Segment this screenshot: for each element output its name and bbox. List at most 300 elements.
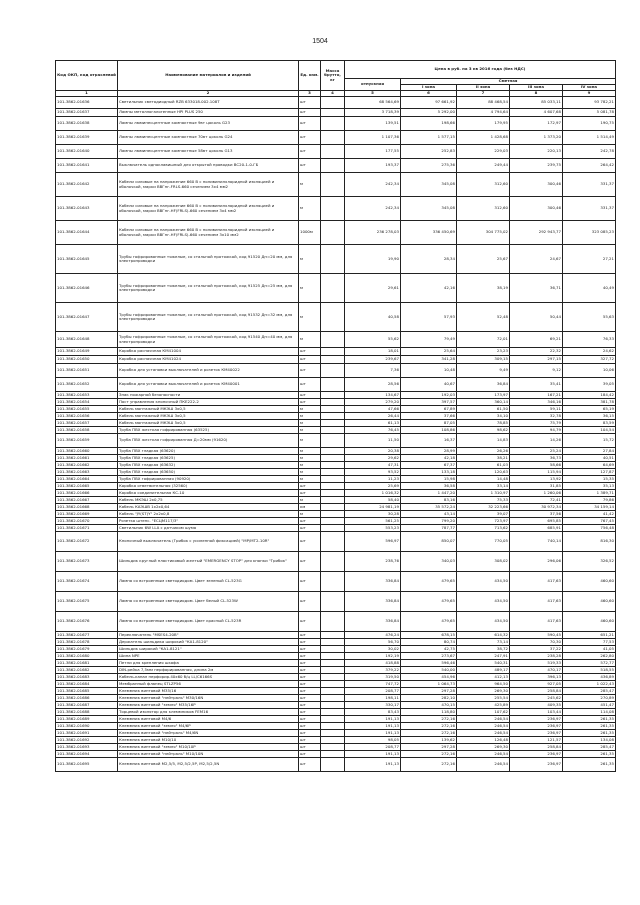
- zone-2-price: 32 223,66: [457, 504, 510, 511]
- zone-4-price: 261,35: [563, 758, 616, 772]
- zone-1-price: 87,05: [401, 420, 457, 427]
- zone-2-price: 38,21: [457, 455, 510, 462]
- zone-3-price: 14,26: [510, 434, 563, 448]
- zone-2-price: 304 775,02: [457, 221, 510, 245]
- zone-2-price: 78,85: [457, 420, 510, 427]
- zone-1-price: 42,75: [401, 646, 457, 653]
- gross-mass: [321, 737, 345, 744]
- zone-2-price: 246,54: [457, 716, 510, 723]
- unit-of-measure: м: [299, 274, 321, 303]
- gross-mass: [321, 364, 345, 378]
- zone-3-price: 417,63: [510, 572, 563, 592]
- unit-of-measure: м: [299, 420, 321, 427]
- zone-4-price: 264,42: [563, 159, 616, 173]
- table-row: [56, 378, 616, 392]
- release-price: 191,13: [345, 751, 401, 758]
- table-row: [56, 420, 616, 427]
- header-code: Код ОКП, код отраслевой: [56, 61, 118, 91]
- gross-mass: [321, 413, 345, 420]
- gross-mass: [321, 674, 345, 681]
- zone-3-price: 470,17: [510, 667, 563, 674]
- zone-3-price: 70,30: [510, 639, 563, 646]
- release-price: 29,61: [345, 274, 401, 303]
- zone-3-price: 36,71: [510, 274, 563, 303]
- gross-mass: [321, 455, 345, 462]
- zone-4-price: 262,80: [563, 653, 616, 660]
- table-row: [56, 117, 616, 131]
- product-code: 101-3862-01676: [56, 612, 118, 632]
- unit-of-measure: шт: [299, 646, 321, 653]
- table-row: [56, 702, 616, 709]
- product-code: 101-3862-01673: [56, 552, 118, 572]
- gross-mass: [321, 525, 345, 532]
- product-code: 101-3862-01674: [56, 572, 118, 592]
- product-code: 101-3862-01646: [56, 274, 118, 303]
- zone-4-price: 756,48: [563, 525, 616, 532]
- zone-3-price: 238,28: [510, 653, 563, 660]
- gross-mass: [321, 434, 345, 448]
- product-code: 101-3862-01656: [56, 413, 118, 420]
- release-price: 330,17: [345, 702, 401, 709]
- release-price: 553,23: [345, 525, 401, 532]
- zone-4-price: 134,08: [563, 737, 616, 744]
- zone-4-price: 261,35: [563, 751, 616, 758]
- table-row: [56, 274, 616, 303]
- table-row: [56, 469, 616, 476]
- product-code: 101-3862-01663: [56, 469, 118, 476]
- release-price: 336,84: [345, 612, 401, 632]
- zone-1-price: 83,16: [401, 497, 457, 504]
- product-name: Светильник светодиодный RZB 633018.002.108Т: [118, 97, 299, 109]
- unit-of-measure: м: [299, 497, 321, 504]
- product-name: Кнопочный выключатель (Грибок с усиленной фиксацией) "МР/МТ2-10R": [118, 532, 299, 552]
- zone-2-price: 14,48: [457, 476, 510, 483]
- zone-2-price: 107,62: [457, 709, 510, 716]
- table-row: [56, 639, 616, 646]
- unit-of-measure: шт: [299, 97, 321, 109]
- unit-of-measure: шт: [299, 716, 321, 723]
- zone-1-price: 36,58: [401, 483, 457, 490]
- table-row: [56, 525, 616, 532]
- zone-2-price: 249,44: [457, 159, 510, 173]
- header-estimate-price: Сметная: [401, 79, 616, 85]
- zone-3-price: 13,92: [510, 476, 563, 483]
- zone-2-price: 312,60: [457, 197, 510, 221]
- zone-2-price: 246,54: [457, 758, 510, 772]
- unit-of-measure: шт: [299, 356, 321, 364]
- gross-mass: [321, 612, 345, 632]
- table-body: [56, 97, 616, 772]
- gross-mass: [321, 173, 345, 197]
- zone-3-price: 69,21: [510, 332, 563, 348]
- zone-2-price: 246,54: [457, 723, 510, 730]
- zone-4-price: 261,35: [563, 730, 616, 737]
- header-zone-1: I зона: [401, 85, 457, 91]
- table-header: [56, 61, 616, 97]
- zone-3-price: 85 033,11: [510, 97, 563, 109]
- unit-of-measure: шт: [299, 667, 321, 674]
- product-code: 101-3862-01665: [56, 483, 118, 490]
- zone-4-price: 572,77: [563, 660, 616, 667]
- zone-4-price: 460,60: [563, 572, 616, 592]
- zone-4-price: 15,35: [563, 476, 616, 483]
- table-row: [56, 723, 616, 730]
- zone-4-price: 285,47: [563, 744, 616, 751]
- product-name: Переключатель "MSES4-20B": [118, 632, 299, 639]
- unit-of-measure: км: [299, 504, 321, 511]
- table-row: [56, 572, 616, 592]
- zone-1-price: 297,28: [401, 744, 457, 751]
- product-name: Лампа со встроенным светодиодом. Цвет белый CL-523W: [118, 592, 299, 612]
- unit-of-measure: шт: [299, 751, 321, 758]
- header-release-price: отпускная: [345, 79, 401, 91]
- gross-mass: [321, 303, 345, 332]
- table-row: [56, 660, 616, 667]
- zone-2-price: 26,26: [457, 448, 510, 455]
- release-price: 242,34: [345, 173, 401, 197]
- zone-1-price: 273,67: [401, 653, 457, 660]
- gross-mass: [321, 744, 345, 751]
- zone-4-price: 261,35: [563, 716, 616, 723]
- product-code: 101-3862-01653: [56, 392, 118, 399]
- gross-mass: [321, 702, 345, 709]
- zone-4-price: 104,54: [563, 427, 616, 434]
- zone-3-price: 72,41: [510, 497, 563, 504]
- table-row: [56, 632, 616, 639]
- product-code: 101-3862-01658: [56, 427, 118, 434]
- zone-3-price: 417,63: [510, 592, 563, 612]
- zone-4-price: 436,89: [563, 674, 616, 681]
- zone-1-price: 79,49: [401, 332, 457, 348]
- product-code: 101-3862-01644: [56, 221, 118, 245]
- zone-3-price: 927,05: [510, 681, 563, 688]
- product-name: Труба ПВХ гладкая (63625): [118, 455, 299, 462]
- product-code: 101-3862-01636: [56, 97, 118, 109]
- zone-3-price: 25,24: [510, 448, 563, 455]
- zone-4-price: 242,78: [563, 145, 616, 159]
- table-row: [56, 109, 616, 117]
- release-price: 93,52: [345, 469, 401, 476]
- product-code: 101-3862-01691: [56, 730, 118, 737]
- gross-mass: [321, 145, 345, 159]
- product-code: 101-3862-01695: [56, 758, 118, 772]
- unit-of-measure: шт: [299, 572, 321, 592]
- zone-3-price: 236,97: [510, 758, 563, 772]
- zone-1-price: 43,14: [401, 511, 457, 518]
- unit-of-measure: шт: [299, 159, 321, 173]
- column-number: 4: [321, 91, 345, 97]
- product-code: 101-3862-01643: [56, 197, 118, 221]
- product-code: 101-3862-01683: [56, 674, 118, 681]
- product-code: 101-3862-01693: [56, 744, 118, 751]
- zone-1-price: 40,67: [401, 378, 457, 392]
- zone-1-price: 272,16: [401, 758, 457, 772]
- product-name: Клеммник винтовой M10/10: [118, 737, 299, 744]
- product-code: 101-3862-01685: [56, 688, 118, 695]
- gross-mass: [321, 709, 345, 716]
- product-name: Труба ПВХ гладкая (63650): [118, 469, 299, 476]
- zone-2-price: 713,62: [457, 525, 510, 532]
- gross-mass: [321, 462, 345, 469]
- table-row: [56, 532, 616, 552]
- zone-1-price: 272,16: [401, 723, 457, 730]
- zone-3-price: 37,56: [510, 511, 563, 518]
- table-row: [56, 504, 616, 511]
- gross-mass: [321, 117, 345, 131]
- release-price: 1 016,32: [345, 490, 401, 497]
- zone-1-price: 345,08: [401, 197, 457, 221]
- zone-3-price: 1 260,06: [510, 490, 563, 497]
- product-code: 101-3862-01672: [56, 532, 118, 552]
- gross-mass: [321, 221, 345, 245]
- page-number: 1504: [312, 38, 328, 45]
- column-number: 9: [563, 91, 616, 97]
- zone-2-price: 14,83: [457, 434, 510, 448]
- unit-of-measure: шт: [299, 612, 321, 632]
- product-code: 101-3862-01670: [56, 518, 118, 525]
- table-row: [56, 448, 616, 455]
- table-row: [56, 159, 616, 173]
- gross-mass: [321, 660, 345, 667]
- gross-mass: [321, 197, 345, 221]
- product-code: 101-3862-01652: [56, 378, 118, 392]
- table-row: [56, 737, 616, 744]
- product-name: Шильдик круглый пластиковый желтый "EMERGENCY STOP" для кнопки "Грибок": [118, 552, 299, 572]
- zone-4-price: 270,89: [563, 695, 616, 702]
- product-name: Труба ПВХ жесткая гофрированная (63525): [118, 427, 299, 434]
- zone-4-price: 35,13: [563, 483, 616, 490]
- table-row: [56, 483, 616, 490]
- gross-mass: [321, 758, 345, 772]
- zone-2-price: 88 468,54: [457, 97, 510, 109]
- zone-1-price: 57,93: [401, 303, 457, 332]
- release-price: 239,67: [345, 356, 401, 364]
- unit-of-measure: м: [299, 462, 321, 469]
- zone-1-price: 340,03: [401, 552, 457, 572]
- zone-2-price: 126,48: [457, 737, 510, 744]
- zone-4-price: 65,19: [563, 406, 616, 413]
- product-code: 101-3862-01667: [56, 497, 118, 504]
- zone-4-price: 451,47: [563, 702, 616, 709]
- gross-mass: [321, 730, 345, 737]
- unit-of-measure: шт: [299, 145, 321, 159]
- gross-mass: [321, 131, 345, 145]
- gross-mass: [321, 159, 345, 173]
- zone-4-price: 83,59: [563, 420, 616, 427]
- product-code: 101-3862-01669: [56, 511, 118, 518]
- zone-3-price: 24,67: [510, 245, 563, 274]
- product-name: Выключатель одноклавишный для открытой проводки ВС20-1-0-ГБ: [118, 159, 299, 173]
- zone-1-price: 1 064,73: [401, 681, 457, 688]
- column-number: 5: [345, 91, 401, 97]
- unit-of-measure: м: [299, 448, 321, 455]
- zone-2-price: 33,14: [457, 483, 510, 490]
- product-code: 101-3862-01642: [56, 173, 118, 197]
- release-price: 236 278,03: [345, 221, 401, 245]
- table-row: [56, 97, 616, 109]
- unit-of-measure: м: [299, 427, 321, 434]
- release-price: 47,31: [345, 462, 401, 469]
- gross-mass: [321, 392, 345, 399]
- table-row: [56, 245, 616, 274]
- zone-3-price: 59,11: [510, 406, 563, 413]
- zone-2-price: 723,97: [457, 518, 510, 525]
- zone-2-price: 247,91: [457, 653, 510, 660]
- zone-3-price: 35,41: [510, 378, 563, 392]
- zone-4-price: 460,60: [563, 612, 616, 632]
- table-row: [56, 303, 616, 332]
- gross-mass: [321, 667, 345, 674]
- product-name: Коробка распаячная КМ41004: [118, 348, 299, 356]
- zone-2-price: 434,50: [457, 592, 510, 612]
- zone-2-price: 614,32: [457, 632, 510, 639]
- product-name: Лампы металлогалогенные HPI PLUS 250: [118, 109, 299, 117]
- release-price: 561,25: [345, 518, 401, 525]
- product-name: Труба ПВХ жесткая гофрированная Д=20мм (91620): [118, 434, 299, 448]
- release-price: 83,43: [345, 709, 401, 716]
- gross-mass: [321, 348, 345, 356]
- zone-3-price: 32,78: [510, 413, 563, 420]
- header-zone-4: IV зона: [563, 85, 616, 91]
- release-price: 476,24: [345, 632, 401, 639]
- zone-4-price: 1 389,71: [563, 490, 616, 497]
- unit-of-measure: шт: [299, 399, 321, 406]
- unit-of-measure: шт: [299, 532, 321, 552]
- gross-mass: [321, 751, 345, 758]
- unit-of-measure: шт: [299, 117, 321, 131]
- product-name: Коробка для установки выключателей и розеток КМ40001: [118, 378, 299, 392]
- product-code: 101-3862-01684: [56, 681, 118, 688]
- gross-mass: [321, 427, 345, 434]
- zone-3-price: 292 943,77: [510, 221, 563, 245]
- gross-mass: [321, 518, 345, 525]
- product-name: Трубы гофрированные тяжелые, со стальной протяжкой, код 91525 Дн=25 мм, для электропроводки: [118, 274, 299, 303]
- zone-1-price: 28,34: [401, 245, 457, 274]
- zone-4-price: 323 085,23: [563, 221, 616, 245]
- zone-4-price: 326,52: [563, 552, 616, 572]
- release-price: 336,84: [345, 572, 401, 592]
- gross-mass: [321, 511, 345, 518]
- product-name: Лампа со встроенным светодиодом. Цвет зеленый CL-523G: [118, 572, 299, 592]
- zone-4-price: 460,60: [563, 592, 616, 612]
- price-table: [55, 60, 616, 772]
- zone-2-price: 98,62: [457, 427, 510, 434]
- product-code: 101-3862-01638: [56, 117, 118, 131]
- product-code: 101-3862-01678: [56, 639, 118, 646]
- unit-of-measure: шт: [299, 518, 321, 525]
- zone-1-price: 5 292,00: [401, 109, 457, 117]
- zone-3-price: 75,79: [510, 420, 563, 427]
- zone-1-price: 470,15: [401, 702, 457, 709]
- gross-mass: [321, 552, 345, 572]
- column-number: 1: [56, 91, 118, 97]
- product-name: Лампы люминесцентные компактные 9вт цоколь G23: [118, 117, 299, 131]
- gross-mass: [321, 592, 345, 612]
- unit-of-measure: м: [299, 434, 321, 448]
- product-name: Держатель шильдика широкий "КА1-8120": [118, 639, 299, 646]
- zone-4-price: 127,87: [563, 469, 616, 476]
- zone-1-price: 678,15: [401, 632, 457, 639]
- column-number: 2: [118, 91, 299, 97]
- gross-mass: [321, 420, 345, 427]
- zone-1-price: 192,03: [401, 392, 457, 399]
- unit-of-measure: шт: [299, 392, 321, 399]
- gross-mass: [321, 681, 345, 688]
- release-price: 418,88: [345, 660, 401, 667]
- zone-2-price: 61,03: [457, 462, 510, 469]
- zone-1-price: 252,83: [401, 145, 457, 159]
- gross-mass: [321, 448, 345, 455]
- product-code: 101-3862-01679: [56, 646, 118, 653]
- product-name: Кабель монтажный МКЭШ 3х0,5: [118, 413, 299, 420]
- gross-mass: [321, 497, 345, 504]
- product-name: Трубы гофрированные тяжелые, со стальной протяжкой, код 91520 Дн=20 мм, для электропроводки: [118, 245, 299, 274]
- zone-2-price: 489,17: [457, 667, 510, 674]
- product-name: Лампа со встроенным светодиодом. Цвет красный CL-523R: [118, 612, 299, 632]
- product-name: Торцевой изолятор для клеммников FEM16: [118, 709, 299, 716]
- release-price: 191,13: [345, 723, 401, 730]
- product-code: 101-3862-01649: [56, 348, 118, 356]
- product-name: Трубы гофрированные тяжелые, со стальной протяжкой, код 91532 Дн=32 мм, для электропроводки: [118, 303, 299, 332]
- zone-3-price: 296,06: [510, 552, 563, 572]
- zone-4-price: 331,37: [563, 173, 616, 197]
- zone-1-price: 133,18: [401, 469, 457, 476]
- product-code: 101-3862-01689: [56, 716, 118, 723]
- zone-1-price: 118,80: [401, 709, 457, 716]
- zone-1-price: 596,46: [401, 660, 457, 667]
- release-price: 596,97: [345, 532, 401, 552]
- gross-mass: [321, 378, 345, 392]
- table-row: [56, 758, 616, 772]
- unit-of-measure: шт: [299, 592, 321, 612]
- table-row: [56, 476, 616, 483]
- product-code: 101-3862-01637: [56, 109, 118, 117]
- zone-2-price: 540,31: [457, 660, 510, 667]
- zone-1-price: 336 450,69: [401, 221, 457, 245]
- release-price: 30,02: [345, 646, 401, 653]
- table-row: [56, 399, 616, 406]
- table-row: [56, 646, 616, 653]
- zone-4-price: 816,30: [563, 532, 616, 552]
- release-price: 76,45: [345, 427, 401, 434]
- table-row: [56, 716, 616, 723]
- unit-of-measure: м: [299, 303, 321, 332]
- zone-2-price: 120,63: [457, 469, 510, 476]
- zone-2-price: 309,15: [457, 356, 510, 364]
- zone-2-price: 9,49: [457, 364, 510, 378]
- zone-3-price: 9,12: [510, 364, 563, 378]
- zone-3-price: 236,97: [510, 723, 563, 730]
- release-price: 24 981,19: [345, 504, 401, 511]
- zone-3-price: 36,73: [510, 455, 563, 462]
- product-code: 101-3862-01694: [56, 751, 118, 758]
- product-code: 101-3862-01671: [56, 525, 118, 532]
- column-number: 7: [457, 91, 510, 97]
- zone-1-price: 282,10: [401, 695, 457, 702]
- unit-of-measure: шт: [299, 552, 321, 572]
- gross-mass: [321, 97, 345, 109]
- product-name: Кабели силовые на напряжение 660 В с поливинилхлоридной изоляцией и оболочкой, марки ВВГнг-HF(FRLS)-660 сечением 3х10 мм2: [118, 221, 299, 245]
- zone-2-price: 38,72: [457, 646, 510, 653]
- release-price: 1 107,36: [345, 131, 401, 145]
- release-price: 58,40: [345, 497, 401, 504]
- table-row: [56, 751, 616, 758]
- unit-of-measure: шт: [299, 653, 321, 660]
- zone-4-price: 41,42: [563, 511, 616, 518]
- zone-4-price: 15,72: [563, 434, 616, 448]
- product-name: Клеммник винтовой M35/16: [118, 688, 299, 695]
- gross-mass: [321, 476, 345, 483]
